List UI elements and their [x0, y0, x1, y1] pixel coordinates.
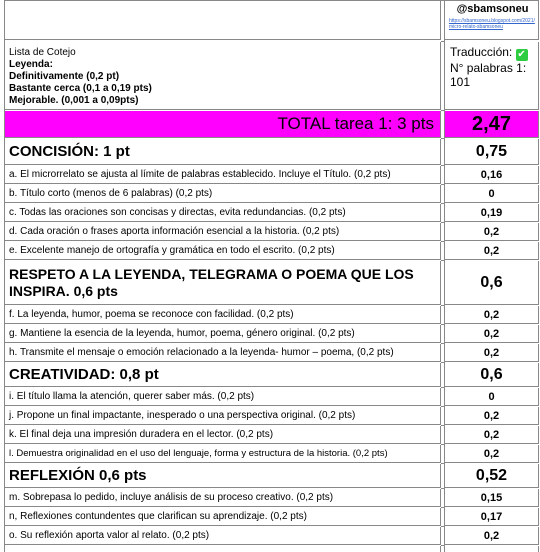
criterion-value-cell[interactable]: [445, 344, 539, 362]
criterion-value: 0,17: [480, 510, 503, 523]
total-value: 2,47: [472, 112, 511, 135]
criterion-value: 0: [488, 390, 495, 403]
section-title: CREATIVIDAD: 0,8 pt: [9, 366, 159, 383]
criterion-text: c. Todas las oraciones son concisas y directas, evita redundancias. (0,2 pts): [9, 207, 346, 218]
legend-cell[interactable]: [5, 42, 441, 110]
criterion-text: h. Transmite el mensaje o emoción relacionado a la leyenda- humor – poema, (0,2 pts): [9, 347, 394, 358]
criterion-text: d. Cada oración o frases aporta información esencial a la historia. (0,2 pts): [9, 226, 340, 237]
section-value-cell[interactable]: [445, 363, 539, 387]
criterion-cell[interactable]: [5, 204, 441, 222]
criterion-value-cell[interactable]: [445, 407, 539, 425]
legend-bastante-cerca: Bastante cerca (0,1 a 0,19 pts): [9, 83, 152, 94]
criterion-value: 0,2: [483, 346, 500, 359]
criterion-text: j. Propone un final impactante, inesperado o una perspectiva original. (0,2 pts): [9, 410, 356, 421]
criterion-value-cell[interactable]: [445, 489, 539, 507]
legend-mejorable: Mejorable. (0,001 a 0,09pts): [9, 95, 139, 106]
criterion-text: o. Su reflexión aporta valor al relato. (0,2 pts): [9, 530, 210, 541]
criterion-cell[interactable]: [5, 223, 441, 241]
criterion-text: e. Excelente manejo de ortografía y gramática en todo el escrito. (0,2 pts): [9, 245, 335, 256]
criterion-value-cell[interactable]: [445, 242, 539, 260]
criterion-cell[interactable]: [5, 388, 441, 406]
criterion-cell[interactable]: [5, 185, 441, 203]
criterion-text: l. Demuestra originalidad en el uso del lenguaje, forma y estructura de la historia. (0,2 pts): [9, 448, 388, 459]
criterion-value-cell[interactable]: [445, 166, 539, 184]
criterion-value: 0,16: [480, 168, 503, 181]
criterion-text: b. Título corto (menos de 6 palabras) (0,2 pts): [9, 188, 213, 199]
evaluation-sheet: [4, 0, 540, 552]
section-value: 0,6: [480, 273, 503, 291]
criterion-value: 0,2: [483, 409, 500, 422]
section-title-cell[interactable]: [5, 363, 441, 387]
criterion-value: 0,2: [483, 244, 500, 257]
rubric-grid: [4, 0, 540, 552]
criterion-text: f. La leyenda, humor, poema se reconoce con facilidad. (0,2 pts): [9, 309, 294, 320]
criterion-value-cell[interactable]: [445, 306, 539, 324]
criterion-value-cell[interactable]: [445, 185, 539, 203]
criterion-cell[interactable]: [5, 508, 441, 526]
criterion-value-cell[interactable]: [445, 388, 539, 406]
handle-cell[interactable]: [445, 0, 539, 40]
criterion-value: 0,2: [483, 308, 500, 321]
handle-text: @sbamsoneu: [456, 3, 529, 15]
total-label-cell[interactable]: [5, 111, 441, 138]
criterion-value: 0: [488, 187, 495, 200]
criterion-value-cell[interactable]: [445, 508, 539, 526]
criterion-value: 0,15: [480, 491, 503, 504]
criterion-cell[interactable]: [5, 426, 441, 444]
header-left-empty[interactable]: [5, 0, 441, 40]
handle-link[interactable]: https://sbamsoneu.blogspot.com/2021/micro-relato-sbamsoneu: [449, 18, 535, 30]
criterion-cell[interactable]: [5, 242, 441, 260]
translation-cell[interactable]: [445, 42, 539, 110]
word-count-value: 101: [450, 75, 471, 89]
criterion-cell[interactable]: [5, 166, 441, 184]
section-title: REFLEXIÓN 0,6 pts: [9, 467, 147, 484]
translation-label: Traducción:: [450, 45, 513, 59]
check-icon: ✔: [517, 49, 526, 60]
criterion-value-cell[interactable]: [445, 325, 539, 343]
criterion-value: 0,2: [483, 225, 500, 238]
criterion-value-cell[interactable]: [445, 527, 539, 545]
section-title: RESPETO A LA LEYENDA, TELEGRAMA O POEMA QUE LOS INSPIRA. 0,6 pts: [9, 265, 414, 299]
section-title: CONCISIÓN: 1 pt: [9, 143, 130, 160]
criterion-cell[interactable]: [5, 445, 441, 463]
word-count-label: N° palabras 1:: [450, 61, 527, 75]
section-value: 0,52: [475, 466, 508, 484]
section-value-cell[interactable]: [445, 139, 539, 165]
section-value: 0,75: [475, 142, 508, 160]
section-value: 0,6: [480, 365, 503, 383]
translation-line: [450, 45, 538, 61]
criterion-text: g. Mantiene la esencia de la leyenda, humor, poema, género original. (0,2 pts): [9, 328, 355, 339]
criterion-value: 0,2: [483, 529, 500, 542]
criterion-value: 0,19: [480, 206, 503, 219]
criterion-text: m. Sobrepasa lo pedido, incluye análisis de su proceso creativo. (0,2 pts): [9, 492, 334, 503]
criterion-cell[interactable]: [5, 306, 441, 324]
empty-cell[interactable]: [445, 546, 539, 552]
section-title-cell[interactable]: [5, 464, 441, 488]
criterion-cell[interactable]: [5, 407, 441, 425]
criterion-text: k. El final deja una impresión duradera en el lector. (0,2 pts): [9, 429, 274, 440]
criterion-value-cell[interactable]: [445, 223, 539, 241]
section-value-cell[interactable]: [445, 464, 539, 488]
criterion-value-cell[interactable]: [445, 426, 539, 444]
criterion-value-cell[interactable]: [445, 204, 539, 222]
empty-cell[interactable]: [5, 546, 441, 552]
criterion-text: n, Reflexiones contundentes que clarifican su aprendizaje. (0,2 pts): [9, 511, 307, 522]
criterion-value: 0,2: [483, 327, 500, 340]
legend-definitivamente: Definitivamente (0,2 pt): [9, 71, 120, 82]
criterion-cell[interactable]: [5, 344, 441, 362]
legend-title: Lista de Cotejo: [9, 47, 76, 58]
section-title-cell[interactable]: [5, 139, 441, 165]
criterion-cell[interactable]: [5, 489, 441, 507]
criterion-text: i. El título llama la atención, querer saber más. (0,2 pts): [9, 391, 255, 402]
total-value-cell[interactable]: [445, 111, 539, 138]
section-title-cell[interactable]: [5, 261, 441, 305]
section-value-cell[interactable]: [445, 261, 539, 305]
criterion-cell[interactable]: [5, 527, 441, 545]
criterion-value: 0,2: [483, 447, 500, 460]
legend-label: Leyenda:: [9, 59, 53, 70]
total-label: TOTAL tarea 1: 3 pts: [277, 114, 434, 133]
criterion-value: 0,2: [483, 428, 500, 441]
criterion-cell[interactable]: [5, 325, 441, 343]
criterion-value-cell[interactable]: [445, 445, 539, 463]
criterion-text: a. El microrrelato se ajusta al límite de palabras establecido. Incluye el Título. (0,2 pts): [9, 169, 391, 180]
